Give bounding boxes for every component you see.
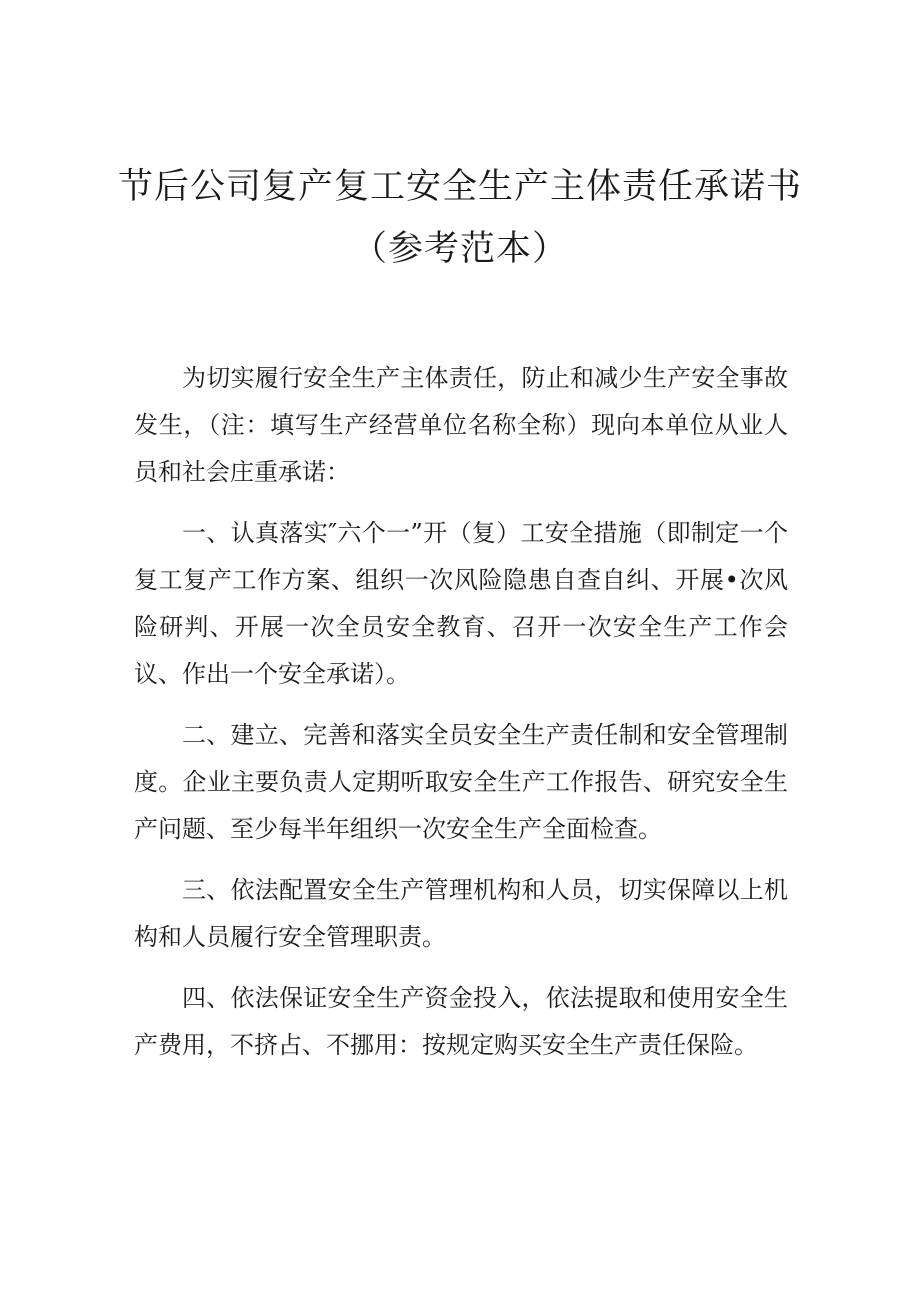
document-body: [134, 355, 788, 1083]
document-subtitle: （参考范本）: [351, 229, 568, 269]
document-title: 节后公司复产复工安全生产主体责任承诺书: [117, 167, 802, 207]
paragraph-intro: 为切实履行安全生产主体责任，防止和减少生产安全事故发生，（注：填写生产经营单位名称全称）现向本单位从业人员和社会庄重承诺：: [134, 364, 788, 486]
paragraph-item-1: 一、认真落实″六个一”开（复）工安全措施（即制定一个复工复产工作方案、组织一次风险隐患自查自纠、开展•次风险研判、开展一次全员安全教育、召开一次安全生产工作会议、作出一个安全承诺）。: [134, 519, 788, 688]
paragraph-item-4: 四、依法保证安全生产资金投入，依法提取和使用安全生产费用，不挤占、不挪用：按规定购买安全生产责任保险。: [134, 984, 788, 1059]
paragraph-item-2: 二、建立、完善和落实全员安全生产责任制和安全管理制度。企业主要负责人定期听取安全生产工作报告、研究安全生产问题、至少每半年组织一次安全生产全面检查。: [134, 721, 788, 843]
paragraph-item-3: 三、依法配置安全生产管理机构和人员，切实保障以上机构和人员履行安全管理职责。: [134, 876, 788, 951]
